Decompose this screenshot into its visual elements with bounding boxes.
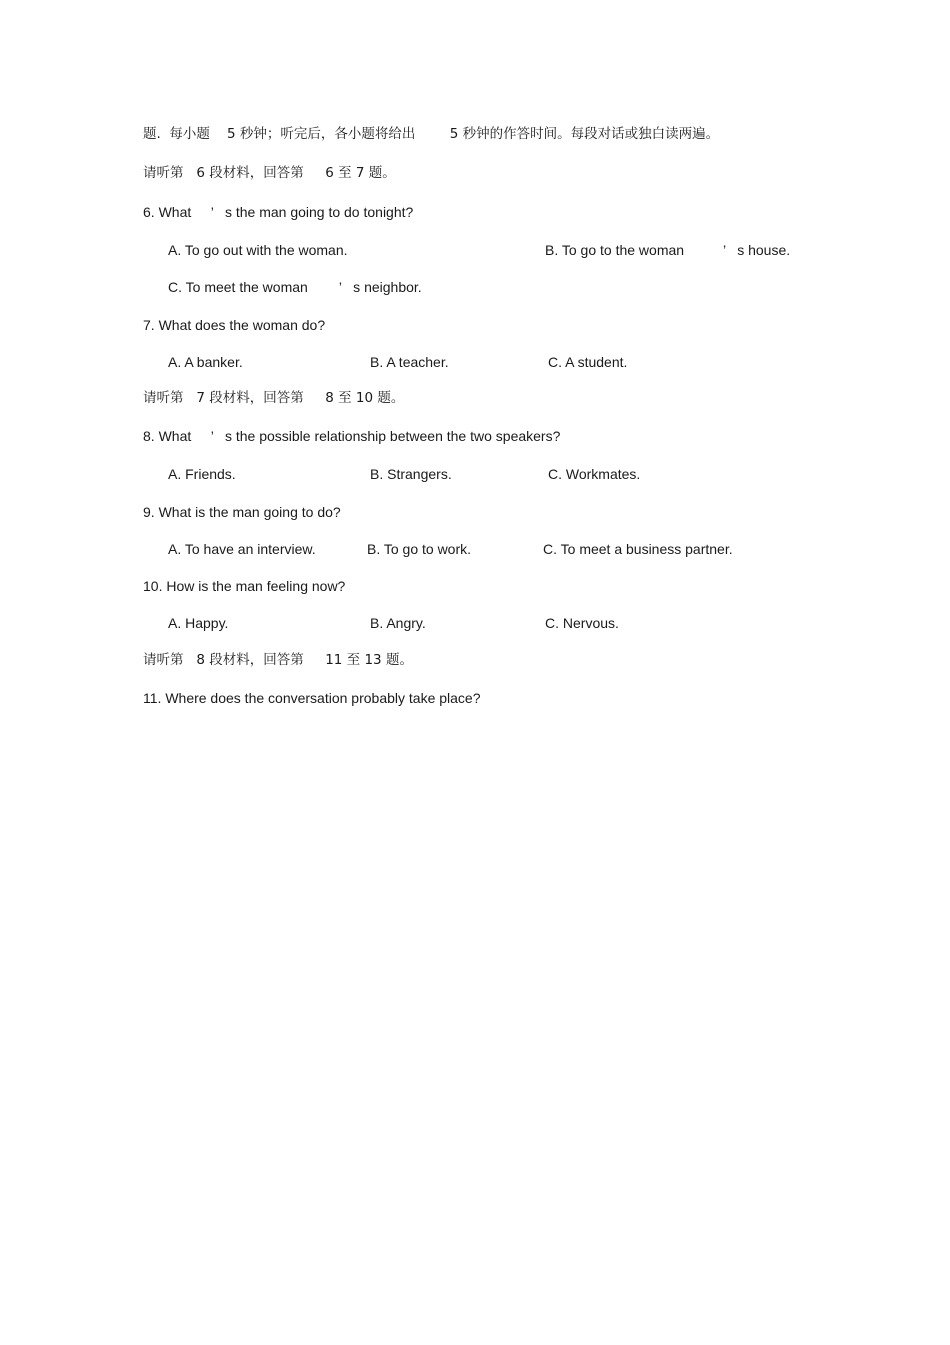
section-6-heading: 请听第 6 段材料，回答第 6 至 7 题。 <box>143 165 396 181</box>
question-9-option-b: B. To go to work. <box>367 541 472 557</box>
question-9-option-a: A. To have an interview. <box>168 541 316 557</box>
question-10-option-a: A. Happy. <box>168 615 229 631</box>
question-8: 8. What ’ s the possible relationship between the two speakers? <box>143 428 561 444</box>
question-6: 6. What ’ s the man going to do tonight? <box>143 204 414 220</box>
question-8-option-c: C. Workmates. <box>548 466 641 482</box>
question-10-option-b: B. Angry. <box>370 615 426 631</box>
section-8-heading: 请听第 8 段材料，回答第 11 至 13 题。 <box>143 652 413 668</box>
section-7-heading: 请听第 7 段材料，回答第 8 至 10 题。 <box>143 390 405 406</box>
question-6-option-b: B. To go to the woman ’ s house. <box>545 242 791 258</box>
question-7: 7. What does the woman do? <box>143 317 326 333</box>
question-6-option-a: A. To go out with the woman. <box>168 242 348 258</box>
question-10-option-c: C. Nervous. <box>545 615 619 631</box>
question-6-option-c: C. To meet the woman ’ s neighbor. <box>168 279 422 295</box>
question-10: 10. How is the man feeling now? <box>143 578 346 594</box>
question-9-option-c: C. To meet a business partner. <box>543 541 733 557</box>
question-7-option-a: A. A banker. <box>168 354 243 370</box>
question-11: 11. Where does the conversation probably take place? <box>143 690 481 706</box>
question-7-option-b: B. A teacher. <box>370 354 449 370</box>
question-9: 9. What is the man going to do? <box>143 504 341 520</box>
question-7-option-c: C. A student. <box>548 354 628 370</box>
question-8-option-a: A. Friends. <box>168 466 236 482</box>
instructions-text: 题. 每小题 5 秒钟；听完后，各小题将给出 5 秒钟的作答时间。每段对话或独白读两遍。 <box>143 126 720 142</box>
question-8-option-b: B. Strangers. <box>370 466 452 482</box>
